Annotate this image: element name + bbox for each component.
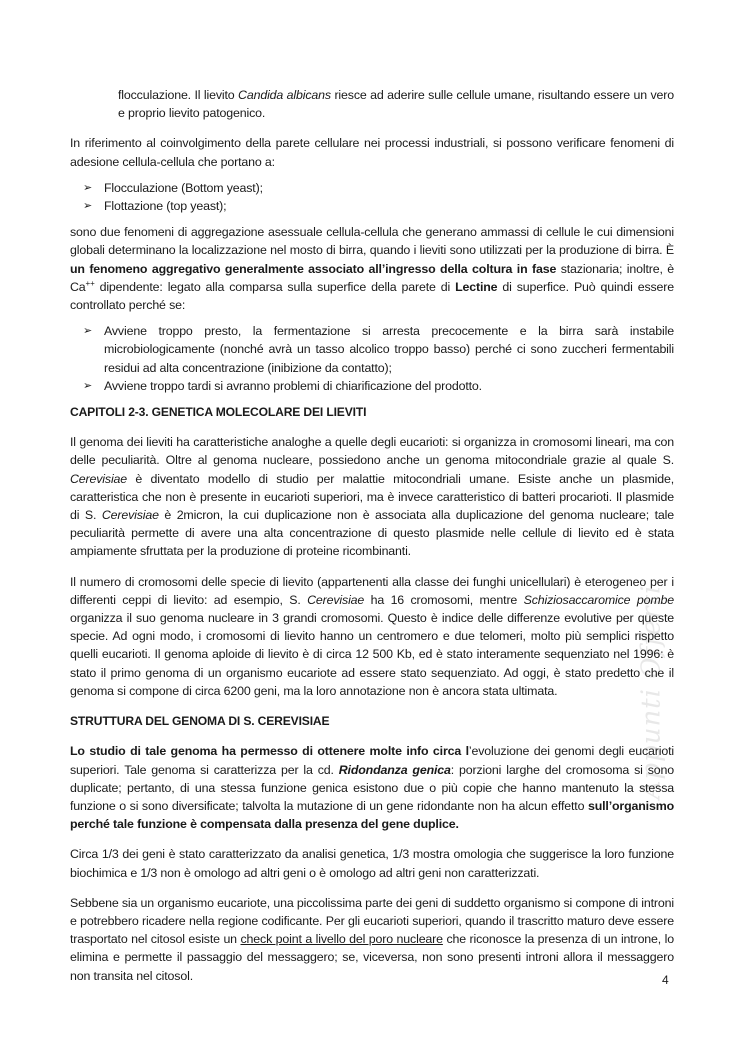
paragraph-introns (70, 894, 674, 985)
list-item (70, 322, 674, 377)
bold-run: Lectine (455, 279, 498, 294)
section-heading: CAPITOLI 2-3. GENETICA MOLECOLARE DEI LIEVITI (70, 405, 367, 420)
species-name: Cerevisiae (101, 508, 159, 523)
species-name: Cerevisiae (307, 592, 365, 607)
arrow-bullet-icon: ➢ (83, 379, 93, 392)
list-item (70, 197, 674, 215)
text-run: ha 16 cromosomi, mentre (364, 592, 524, 607)
timing-list (70, 322, 674, 395)
watermark-text: Appunti Offerti (636, 584, 667, 800)
bold-run: sull’organismo perché tale funzione è compensata dalla presenza del gene duplice. (70, 798, 674, 832)
superscript: ++ (85, 278, 95, 288)
text-run: organizza il suo genoma nucleare in 3 grandi cromosomi. Questo è indice delle differenze evolutive per queste specie. Ad ogni modo, i cromosomi di lievito hanno un centromero e due telomeri, molto più semplici rispetto quelli eucarioti. Il genoma aploide di lievito è di circa 12 500 Kb, ed è stato interamente sequenziato nel 1996: è stato il primo genoma di un organismo eucariote ad essere stato sequenziato. Ad oggi, è stato predetto che il genoma si compone di circa 6200 geni, ma la loro annotazione non è ancora stata ultimata. (70, 611, 674, 698)
underlined-run: check point a livello del poro nucleare (240, 932, 443, 947)
paragraph-genome-structure (70, 742, 674, 833)
list-item-text: Flottazione (top yeast); (104, 199, 227, 214)
adhesion-list (70, 179, 674, 215)
text-run: Sebbene sia un organismo eucariote, una piccolissima parte dei geni di suddetto organismo si compone di introni e potrebbero ricadere nella regione codificante. Per gli eucarioti superiori, quando il trascritto maturo deve essere trasportato nel citosol esiste un (70, 895, 674, 947)
text-run: è 2micron, la cui duplicazione non è associata alla duplicazione del genoma nucleare; tale peculiarità permette di avere una alta concentrazione di questo plasmide nelle cellule di lievito ed è stata ampiamente sfruttata per la produzione di proteine ricombinanti. (70, 508, 674, 559)
arrow-bullet-icon: ➢ (83, 200, 93, 213)
text-run: che riconosce la presenza di un introne, lo elimina e permette il passaggio del messaggero; se, viceversa, non sono presenti introni allora il messaggero non transita nel citosol. (70, 932, 674, 983)
paragraph-gene-characterization: Circa 1/3 dei geni è stato caratterizzato da analisi genetica, 1/3 mostra omologia che suggerisce la loro funzione biochimica e 1/3 non è omologo ad altri geni o è omologo ad altri geni non caratterizzati. (70, 847, 674, 880)
text-run: stazionaria; inoltre, è Ca (70, 261, 674, 294)
paragraph-aggregation (70, 223, 674, 314)
list-item-text: Flocculazione (Bottom yeast); (104, 180, 263, 195)
page-number: 4 (662, 973, 669, 987)
text-run: Il genoma dei lieviti ha caratteristiche analoghe a quelle degli eucarioti: si organizza in cromosomi lineari, ma con delle peculiarità. Oltre al genoma nucleare, possiedono anche un genoma mitocondriale grazie al quale S. (70, 435, 674, 468)
list-item-text: Avviene troppo presto, la fermentazione si arresta precocemente e la birra sarà instabile microbiologicamente (nonché avrà un tasso alcolico troppo basso) perché ci sono zuccheri fermentabili residui ad alta concentrazione (inibizione da contatto); (104, 324, 674, 375)
bold-italic-term: Ridondanza genica (338, 762, 451, 777)
text-run: : porzioni larghe del cromosoma si sono duplicate; pertanto, di una stessa funzione genica esistono due o più copie che hanno mantenuto la stessa funzione o si sono diversificate; talvolta la mutazione di un gene ridondante non ha alcun effetto (70, 762, 674, 813)
bold-run: Lo studio di tale genoma ha permesso di ottenere molte info circa l (70, 744, 469, 759)
text-run: dipendente: legato alla comparsa sulla superfice della parete di (94, 279, 456, 294)
arrow-bullet-icon: ➢ (83, 181, 93, 194)
text-run: di superfice. Può quindi essere controllato perché se: (70, 279, 674, 313)
page-content (70, 86, 674, 985)
species-name: Cerevisiae (70, 471, 128, 486)
paragraph-chromosome-number (70, 573, 674, 700)
text-run: riesce ad aderire sulle cellule umane, risultando essere un vero e proprio lievito patogenico. (118, 88, 674, 121)
arrow-bullet-icon: ➢ (83, 325, 93, 338)
section-heading: STRUTTURA DEL GENOMA DI S. CEREVISIAE (70, 714, 330, 729)
species-name: Schiziosaccaromice pombe (523, 592, 675, 607)
text-run: è diventato modello di studio per malattie mitocondriali umane. Esiste anche un plasmide, caratteristica che non è presente in eucarioti superiori, ma è invece caratteristico di batteri procarioti. Il plasmide di S. (70, 471, 674, 523)
list-item (70, 179, 674, 197)
species-name: Candida albicans (238, 88, 331, 102)
text-run: sono due fenomeni di aggregazione asessuale cellula-cellula che generano ammassi di cellule le cui dimensioni globali determinano la localizzazione nel mosto di birra, quando i lieviti sono utilizzati per la produzione di birra. È (70, 225, 674, 258)
bold-run: un fenomeno aggregativo generalmente associato all’ingresso della coltura in fase (70, 261, 557, 276)
text-run: Il numero di cromosomi delle specie di lievito (appartenenti alla classe dei funghi unicellulari) è eterogeneo per i differenti ceppi di lievito: ad esempio, S. (70, 574, 674, 607)
text-run: ’evoluzione dei genomi degli eucarioti superiori. Tale genoma si caratterizza per la cd. (70, 744, 674, 777)
list-item (70, 377, 674, 395)
paragraph-flocculation-end (70, 86, 674, 122)
paragraph-cell-adhesion: In riferimento al coinvolgimento della parete cellulare nei processi industriali, si possono verificare fenomeni di adesione cellula-cellula che portano a: (70, 136, 674, 169)
paragraph-yeast-genome (70, 433, 674, 560)
list-item-text: Avviene troppo tardi si avranno problemi di chiarificazione del prodotto. (104, 378, 482, 393)
text-run: flocculazione. Il lievito (118, 88, 239, 102)
